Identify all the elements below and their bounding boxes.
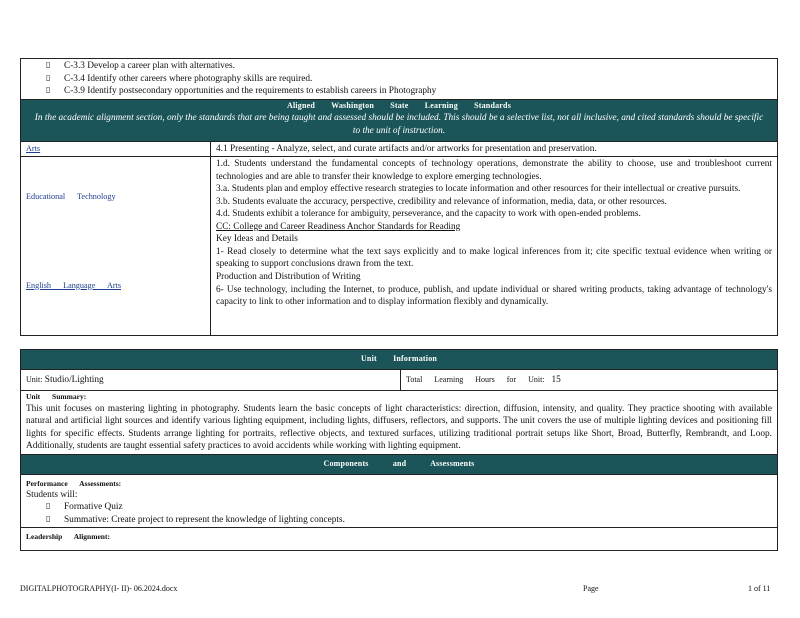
footer-page-number: 1 of 11 [748, 584, 771, 593]
assessment-item: ▯ Summative: Create project to represent the knowledge of lighting concepts. [46, 514, 772, 527]
unit-name-cell [21, 369, 401, 391]
ela-heading: CC: College and Career Readiness Anchor Standards for Reading [216, 221, 461, 232]
career-goals-list [26, 60, 772, 98]
edtech-label-wrap [21, 157, 210, 235]
arts-label: Arts [26, 143, 41, 153]
ela-label-wrap [21, 235, 210, 335]
alignment-table [20, 58, 778, 336]
ela-subheading: Key Ideas and Details [216, 234, 298, 245]
ela-label: English Language Arts [26, 280, 122, 290]
alignment-header [21, 99, 778, 141]
arts-standard: 4.1 Presenting - Analyze, select, and curate artifacts and/or artworks for presentation and preservation. [211, 141, 778, 157]
career-goals-cell [21, 59, 778, 100]
ela-subheading: Production and Distribution of Writing [216, 272, 361, 282]
edtech-standard-item: 4.d. Students exhibit a tolerance for ambiguity, perseverance, and the capacity to work with open-ended problems. [216, 209, 641, 220]
assessment-list [26, 501, 772, 526]
leadership-row [21, 528, 778, 551]
assessments-row [21, 474, 778, 528]
document-page [20, 58, 777, 551]
career-goals-row [21, 59, 778, 100]
footer-page-label: Page [583, 584, 599, 593]
arts-row [21, 141, 778, 157]
alignment-header-row [21, 99, 778, 141]
summary-label: Unit Summary: [26, 392, 87, 402]
students-will: Students will: [26, 489, 78, 500]
unit-table [20, 349, 778, 551]
components-header [21, 454, 778, 474]
edtech-ela-standards [211, 157, 778, 336]
unit-header-row [21, 350, 778, 370]
unit-name: Studio/Lighting [44, 374, 104, 385]
hours-label: Total Learning Hours for Unit: [406, 374, 545, 384]
career-goal-item: ▯ C-3.9 Identify postsecondary opportunities and the requirements to establish careers in Photography [46, 85, 772, 98]
unit-hours-cell [401, 369, 778, 391]
unit-name-row [21, 369, 778, 391]
career-goal-item: ▯ C-3.3 Develop a career plan with alternatives. [46, 60, 772, 73]
edtech-standard-item: 3.a. Students plan and employ effective research strategies to locate information and other resources for their intellectual or creative pursuits. [216, 184, 741, 195]
edtech-label: Educational Technology [26, 191, 116, 201]
edtech-standard-item: 1.d. Students understand the fundamental concepts of technology operations, demonstrate the ability to choose, use and troubleshoot current technologies and are able to transfer their knowledge to explore emerging technologies. [216, 159, 772, 182]
footer-filename: DIGITALPHOTOGRAPHY(I- II)- 06.2024.docx [20, 584, 178, 593]
performance-label: Performance Assessments: [26, 478, 122, 488]
unit-info-title: Unit Information [360, 354, 438, 364]
ela-standard-item: 1- Read closely to determine what the text says explicitly and to make logical inferences from it; cite specific textual evidence when writing or speaking to support conclusions drawn from the text. [216, 246, 772, 270]
edtech-ela-label-cell [21, 157, 211, 336]
alignment-title: Aligned Washington State Learning Standards [286, 100, 512, 110]
unit-summary-row [21, 391, 778, 454]
edtech-standard-item: 3.b. Students evaluate the accuracy, perspective, credibility and relevance of information, media, data, or other resources. [216, 196, 667, 207]
table-gap [20, 336, 777, 349]
leadership-cell [21, 528, 778, 551]
ela-standard-item: 6- Use technology, including the Internet, to produce, publish, and update individual or shared writing products, taking advantage of technology's capacity to link to other information and to display information flexibly and dynamically. [216, 284, 772, 308]
unit-label: Unit: [26, 374, 43, 384]
unit-summary-text: This unit focuses on mastering lighting in photography. Students learn the basic concepts of light characteristics: direction, diffusion, intensity, and quality. They practice shooting with available natural and artificial light sources and identify various lighting equipment, including lights, diffusers, reflectors, and supports. The unit covers the use of multiple lighting devices and positioning fill lights for specific effects. Students arrange lighting for portraits, reflective objects, and textured surfaces, utilizing traditional portrait setups like Short, Broad, Butterfly, Rembrandt, and Loop. Additionally, students are taught essential safety practices to avoid accidents while working with lighting equipment. [26, 403, 772, 452]
assessments-cell [21, 474, 778, 528]
unit-header [21, 350, 778, 370]
assessment-item: ▯ Formative Quiz [46, 501, 772, 514]
career-goal-item: ▯ C-3.4 Identify other careers where photography skills are required. [46, 73, 772, 86]
leadership-label: Leadership Alignment: [26, 532, 110, 542]
arts-label-cell [21, 141, 211, 157]
hours-value: 15 [551, 374, 561, 385]
edtech-ela-row [21, 157, 778, 336]
unit-summary-cell [21, 391, 778, 454]
alignment-note: In the academic alignment section, only the standards that are being taught and assessed should be included. This should be a selective list, not all inclusive, and cited standards should be specific to the unit of instruction. [34, 113, 764, 136]
components-title: Components and Assessments [323, 458, 475, 468]
components-header-row [21, 454, 778, 474]
